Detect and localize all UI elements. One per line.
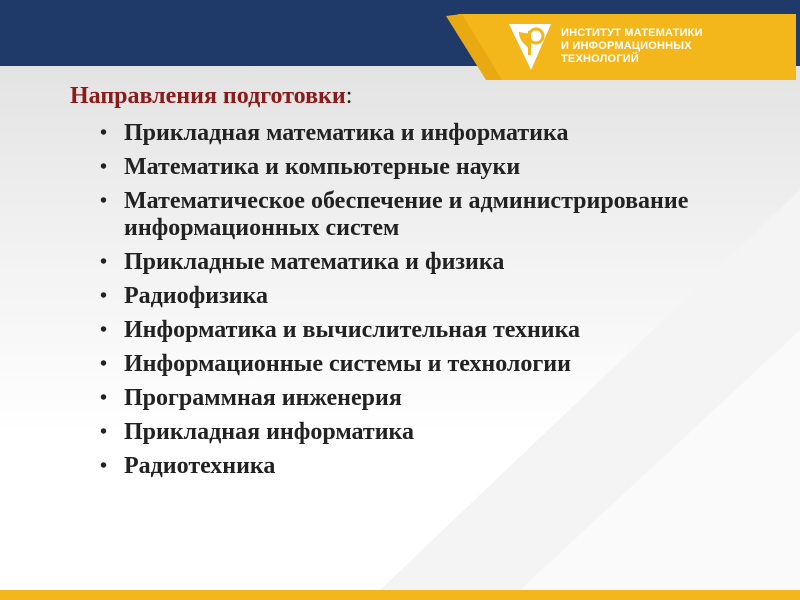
list-item	[100, 419, 740, 446]
bullet-icon: •	[100, 319, 108, 341]
list-item-text: Информационные системы и технологии	[124, 351, 571, 377]
list-item-text: Радиофизика	[124, 283, 268, 309]
list-item	[100, 317, 740, 344]
bullet-icon: •	[100, 387, 108, 409]
bullet-icon: •	[100, 455, 108, 477]
list-item	[100, 120, 740, 147]
institute-name-line3: ТЕХНОЛОГИЙ	[561, 53, 639, 65]
bullet-icon: •	[100, 251, 108, 273]
list-item-text: Программная инженерия	[124, 385, 402, 411]
list-item-text: Прикладная информатика	[124, 419, 414, 445]
list-item-text: Прикладная математика и информатика	[124, 120, 569, 146]
list-item	[100, 249, 740, 276]
list-item	[100, 154, 740, 181]
bullet-icon: •	[100, 421, 108, 443]
bullet-icon: •	[100, 156, 108, 178]
bullet-icon: •	[100, 190, 108, 212]
list-item-text: Математическое обеспечение и администрирование информационных систем	[124, 188, 689, 241]
list-item-text: Радиотехника	[124, 453, 276, 479]
list-item	[100, 188, 740, 242]
institute-logo-icon	[505, 20, 555, 72]
list-item	[100, 351, 740, 378]
institute-name-line2: И ИНФОРМАЦИОННЫХ	[561, 40, 692, 52]
institute-name-line1: ИНСТИТУТ МАТЕМАТИКИ	[561, 27, 703, 39]
bullet-icon: •	[100, 285, 108, 307]
page-title-colon: :	[345, 83, 353, 109]
list-item	[100, 283, 740, 310]
list-item	[100, 453, 740, 480]
page-title-text: Направления подготовки	[70, 83, 346, 109]
directions-list	[100, 120, 740, 487]
bullet-icon: •	[100, 353, 108, 375]
list-item-text: Математика и компьютерные науки	[124, 154, 521, 180]
list-item	[100, 385, 740, 412]
list-item-text: Прикладные математика и физика	[124, 249, 505, 275]
bottom-band	[0, 590, 800, 600]
list-item-text: Информатика и вычислительная техника	[124, 317, 581, 343]
page-title	[70, 83, 352, 110]
bullet-icon: •	[100, 122, 108, 144]
institute-name	[561, 27, 791, 66]
